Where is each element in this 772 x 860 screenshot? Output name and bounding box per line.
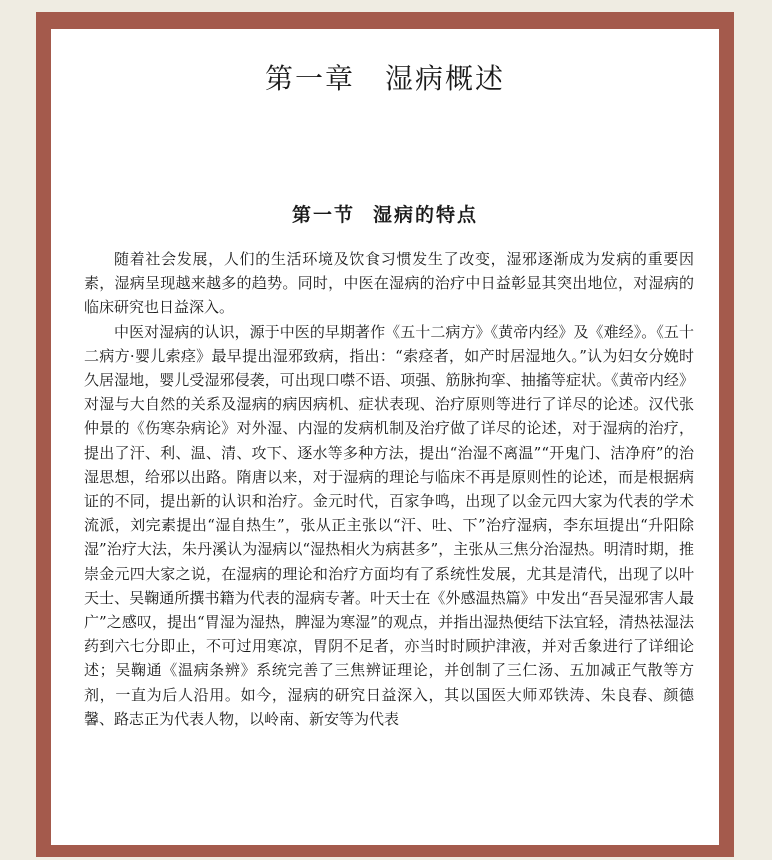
section-number: 第一节: [291, 204, 355, 226]
paragraph-1: 随着社会发展，人们的生活环境及饮食习惯发生了改变，湿邪逐渐成为发病的重要因素，湿病呈现越来越多的趋势。同时，中医在湿病的治疗中日益彰显其突出地位，对湿病的临床研究也日益深入。: [84, 250, 694, 317]
page-frame: [36, 12, 734, 857]
body-text: [84, 247, 694, 731]
paragraph-2: 中医对湿病的认识，源于中医的早期著作《五十二病方》《黄帝内经》及《难经》。《五十二病方·婴儿索痉》最早提出湿邪致病，指出：“索痉者，如产时居湿地久。”认为妇女分娩时久居湿地，婴儿受湿邪侵袭，可出现口噤不语、项强、筋脉拘挛、抽搐等症状。《黄帝内经》对湿与大自然的关系及湿病的病因病机、症状表现、治疗原则等进行了详尽的论述。汉代张仲景的《伤寒杂病论》对外湿、内湿的发病机制及治疗做了详尽的论述，对于湿病的治疗，提出了汗、利、温、清、攻下、逐水等多种方法，提出“治湿不离温”“开鬼门、洁净府”的治湿思想，给邪以出路。隋唐以来，对于湿病的理论与临床不再是原则性的论述，而是根据病证的不同，提出新的认识和治疗。金元时代，百家争鸣，出现了以金元四大家为代表的学术流派，刘完素提出“湿自热生”，张从正主张以“汗、吐、下”治疗湿病，李东垣提出“升阳除湿”治疗大法，朱丹溪认为湿病以“湿热相火为病甚多”，主张从三焦分治湿热。明清时期，推崇金元四大家之说，在湿病的理论和治疗方面均有了系统性发展，尤其是清代，出现了以叶天士、吴鞠通所撰书籍为代表的湿病专著。叶天士在《外感温热篇》中发出“吾吴湿邪害人最广”之感叹，提出“胃湿为湿热，脾湿为寒湿”的观点，并指出湿热便结下法宜轻，清热祛湿法药到六七分即止，不可过用寒凉，胃阴不足者，亦当时时顾护津液，并对舌象进行了详细论述；吴鞠通《温病条辨》系统完善了三焦辨证理论，并创制了三仁汤、五加减正气散等方剂，一直为后人沿用。如今，湿病的研究日益深入，其以国医大师邓铁涛、朱良春、颜德馨、路志正为代表人物，以岭南、新安等为代表: [84, 322, 694, 728]
book-page: [51, 29, 719, 845]
chapter-title: 湿病概述: [385, 62, 506, 95]
section-heading: [51, 200, 719, 227]
chapter-number: 第一章: [264, 62, 355, 95]
chapter-heading: [51, 57, 719, 97]
section-title: 湿病的特点: [373, 204, 479, 226]
